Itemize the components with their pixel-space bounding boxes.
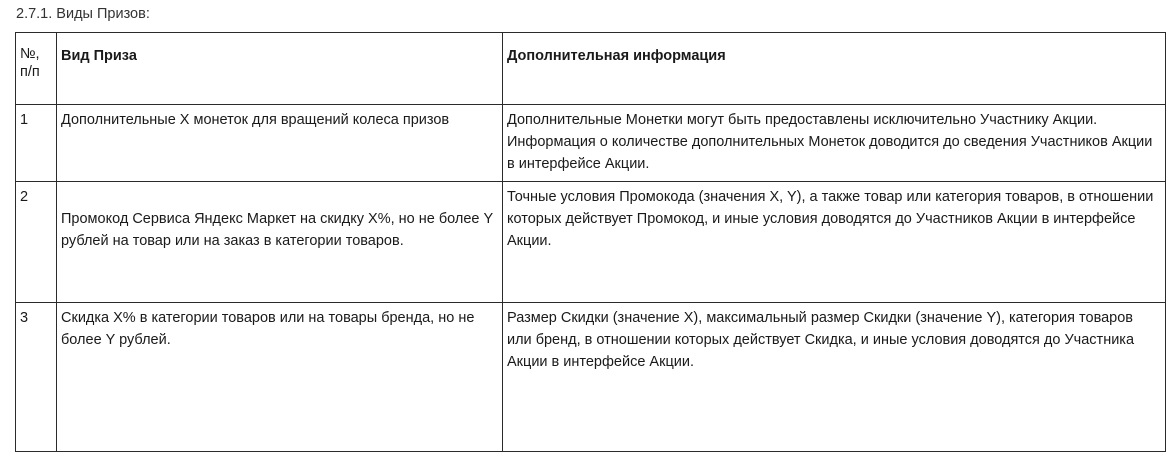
row-number: 3 <box>16 303 57 452</box>
section-heading: 2.7.1. Виды Призов: <box>16 6 150 22</box>
prize-type-cell: Дополнительные X монеток для вращений колеса призов <box>57 105 503 182</box>
header-additional-info: Дополнительная информация <box>503 33 1166 105</box>
header-num: №, п/п <box>16 33 57 105</box>
table-row <box>16 303 1166 452</box>
prize-info-cell: Дополнительные Монетки могут быть предоставлены исключительно Участнику Акции. Информация о количестве дополнительных Монеток доводится до сведения Участников Акции в интерфейсе Акции. <box>503 105 1166 182</box>
row-number: 1 <box>16 105 57 182</box>
prize-info-cell: Размер Скидки (значение X), максимальный размер Скидки (значение Y), категория товаров или бренд, в отношении которых действует Скидка, и иные условия доводятся до Участника Акции в интерфейсе Акции. <box>503 303 1166 452</box>
table-row <box>16 182 1166 303</box>
table-row <box>16 105 1166 182</box>
prize-type-cell: Скидка X% в категории товаров или на товары бренда, но не более Y рублей. <box>57 303 503 452</box>
prize-type-text: Промокод Сервиса Яндекс Маркет на скидку X%, но не более Y рублей на товар или на заказ в категории товаров. <box>61 211 493 249</box>
cell-spacer <box>61 186 498 208</box>
row-number: 2 <box>16 182 57 303</box>
prize-types-table <box>15 32 1166 452</box>
header-prize-type: Вид Приза <box>57 33 503 105</box>
table-header-row <box>16 33 1166 105</box>
prize-info-cell: Точные условия Промокода (значения X, Y), а также товар или категория товаров, в отношении которых действует Промокод, и иные условия доводятся до Участников Акции в интерфейсе Акции. <box>503 182 1166 303</box>
prize-type-cell <box>57 182 503 303</box>
